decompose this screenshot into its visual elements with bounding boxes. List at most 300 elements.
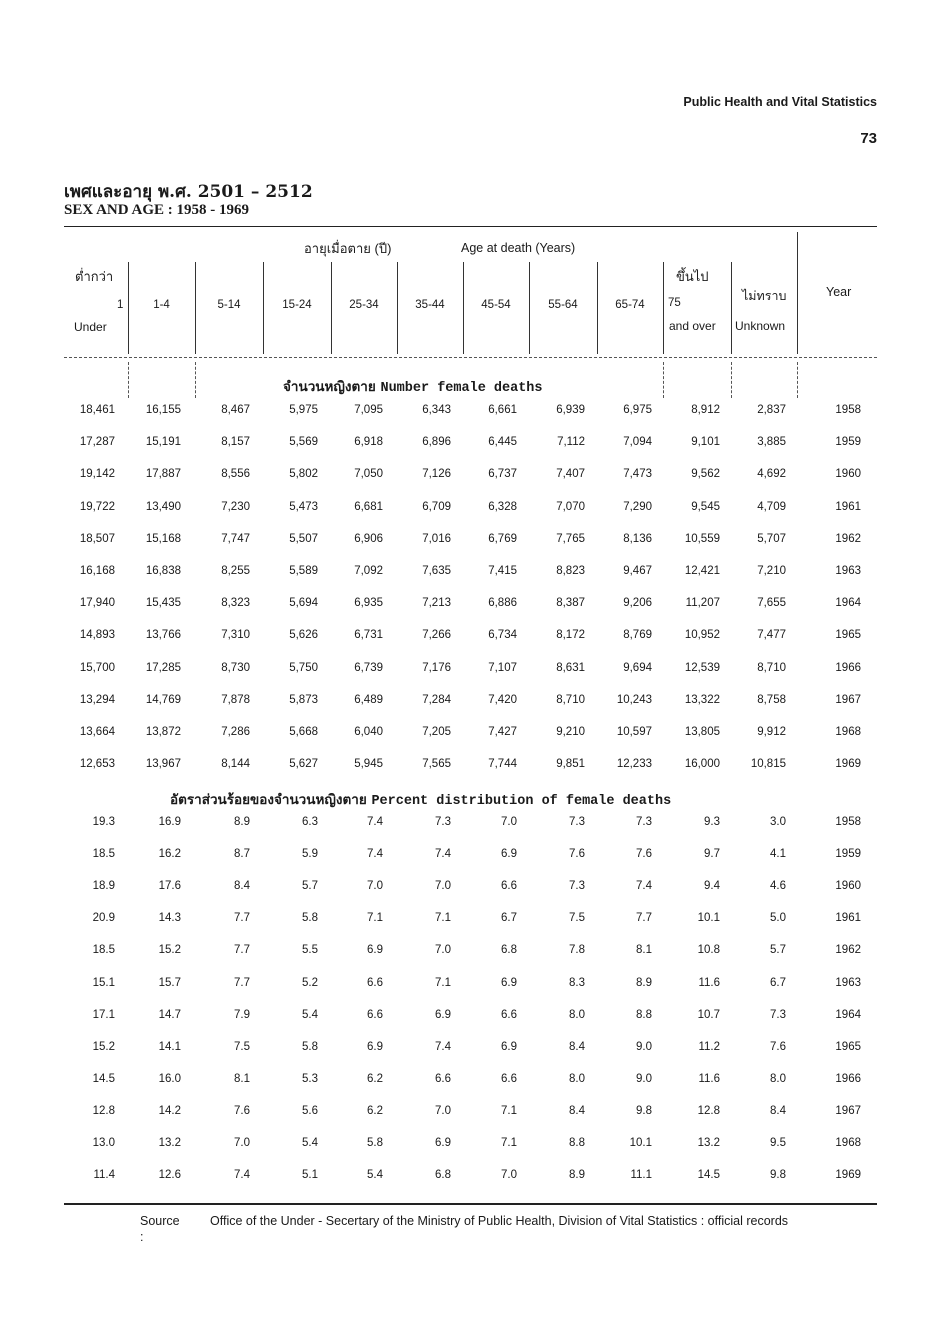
cell-age-1-4: 17,285 — [145, 661, 181, 674]
cell-unknown: 7,655 — [757, 597, 786, 610]
cell-age-55-64: 7,112 — [557, 436, 585, 449]
cell-age-5-14: 8,255 — [221, 565, 250, 577]
table-row — [0, 816, 941, 834]
table-row — [0, 1073, 941, 1091]
cell-year: 1969 — [835, 1169, 861, 1182]
table-row — [0, 1105, 941, 1123]
cell-age-45-54: 6,661 — [488, 404, 517, 416]
cell-age-35-44: 7.1 — [435, 976, 451, 989]
cell-age-25-34: 5.8 — [367, 1137, 383, 1149]
cell-year: 1964 — [835, 597, 861, 610]
cell-age-1-4: 13,490 — [145, 500, 181, 513]
cell-age-35-44: 6.9 — [435, 1008, 451, 1021]
cell-age-55-64: 8,710 — [556, 693, 585, 706]
cell-year: 1968 — [835, 726, 861, 738]
cell-under-1: 18.5 — [92, 848, 115, 861]
cell-age-45-54: 7.0 — [501, 1169, 517, 1182]
cell-year: 1964 — [835, 1008, 861, 1021]
cell-age-1-4: 14.7 — [158, 1008, 181, 1021]
col-unknown-english: Unknown — [735, 319, 786, 333]
table-row — [0, 436, 941, 454]
table-row — [0, 944, 941, 962]
cell-year: 1965 — [835, 1040, 861, 1053]
cell-age-45-54: 7,107 — [488, 661, 517, 674]
cell-age-75-over: 12,539 — [684, 661, 720, 674]
cell-year: 1961 — [835, 500, 861, 513]
cell-age-35-44: 7,016 — [422, 532, 451, 545]
cell-age-25-34: 6,040 — [354, 726, 383, 738]
cell-age-35-44: 7.4 — [435, 848, 451, 861]
cell-unknown: 8.4 — [770, 1104, 786, 1117]
cell-year: 1961 — [835, 912, 861, 925]
cell-unknown: 9.8 — [770, 1169, 786, 1182]
table-top-rule — [64, 226, 877, 227]
cell-age-15-24: 5.8 — [302, 1040, 318, 1053]
cell-age-15-24: 5.4 — [302, 1137, 318, 1149]
cell-age-25-34: 7,095 — [354, 404, 383, 416]
column-divider — [663, 262, 664, 354]
cell-age-15-24: 5,668 — [289, 726, 318, 738]
cell-age-65-74: 8.1 — [636, 944, 652, 957]
col-under-thai: ต่ำกว่า — [75, 269, 114, 284]
cell-year: 1958 — [835, 404, 861, 416]
cell-age-75-over: 12,421 — [684, 565, 720, 577]
cell-age-5-14: 7.7 — [234, 976, 250, 989]
cell-year: 1967 — [835, 693, 861, 706]
cell-age-45-54: 6.9 — [501, 976, 517, 989]
cell-age-55-64: 8,387 — [556, 597, 585, 610]
cell-age-45-54: 6.9 — [501, 1040, 517, 1053]
cell-age-75-over: 10.8 — [697, 944, 720, 957]
cell-age-35-44: 7,126 — [422, 468, 451, 481]
cell-age-15-24: 5,975 — [289, 404, 318, 416]
cell-year: 1968 — [835, 1137, 861, 1149]
cell-age-25-34: 7.1 — [367, 912, 383, 925]
cell-age-5-14: 8,157 — [221, 436, 250, 449]
cell-under-1: 13,294 — [79, 693, 115, 706]
cell-age-5-14: 7,878 — [221, 693, 250, 706]
cell-age-45-54: 6,734 — [488, 629, 517, 642]
cell-age-5-14: 7.0 — [234, 1137, 250, 1149]
cell-age-75-over: 9,545 — [691, 500, 720, 513]
cell-age-65-74: 7,473 — [623, 468, 652, 481]
cell-under-1: 15.2 — [92, 1040, 115, 1053]
cell-age-55-64: 8.4 — [569, 1104, 585, 1117]
cell-age-75-over: 10.1 — [697, 912, 720, 925]
cell-age-5-14: 8,730 — [221, 661, 250, 674]
cell-unknown: 7.6 — [770, 1040, 786, 1053]
table-row — [0, 1041, 941, 1059]
cell-age-75-over: 13,322 — [684, 693, 720, 706]
cell-age-15-24: 5.2 — [302, 976, 318, 989]
cell-age-5-14: 7,310 — [221, 629, 250, 642]
cell-age-5-14: 7.7 — [234, 912, 250, 925]
cell-age-15-24: 5.9 — [302, 848, 318, 861]
cell-age-65-74: 12,233 — [616, 758, 652, 771]
cell-age-75-over: 11.6 — [698, 1072, 720, 1085]
cell-age-65-74: 9,206 — [623, 597, 652, 610]
cell-unknown: 8,758 — [757, 693, 786, 706]
cell-age-5-14: 7,286 — [221, 726, 250, 738]
cell-age-1-4: 14.3 — [158, 912, 181, 925]
cell-age-35-44: 7,266 — [422, 629, 451, 642]
body-divider — [195, 362, 196, 398]
cell-under-1: 13.0 — [92, 1137, 115, 1149]
cell-age-15-24: 5,589 — [289, 565, 318, 577]
cell-under-1: 15.1 — [92, 976, 115, 989]
col-header-1-4: 1-4 — [153, 299, 170, 311]
cell-age-1-4: 14,769 — [145, 693, 181, 706]
cell-under-1: 15,700 — [79, 661, 115, 674]
cell-unknown: 7.3 — [770, 1008, 786, 1021]
cell-age-1-4: 13,967 — [145, 758, 181, 771]
cell-year: 1960 — [835, 880, 861, 893]
cell-age-55-64: 8.8 — [569, 1137, 585, 1149]
col-over-75: 75 — [668, 297, 681, 309]
section-percent-english: Percent distribution of female deaths — [371, 794, 672, 809]
section-title-percent — [170, 788, 671, 810]
table-row — [0, 758, 941, 776]
cell-age-5-14: 8.9 — [234, 816, 250, 828]
col-header-35-44: 35-44 — [415, 299, 445, 311]
cell-age-1-4: 13,766 — [145, 629, 181, 642]
cell-age-35-44: 6.9 — [435, 1137, 451, 1149]
cell-year: 1959 — [835, 848, 861, 861]
cell-age-45-54: 7,744 — [488, 758, 517, 771]
cell-age-35-44: 7,565 — [422, 758, 451, 771]
cell-age-1-4: 15,191 — [145, 436, 181, 449]
cell-unknown: 10,815 — [750, 758, 786, 771]
cell-age-45-54: 7,420 — [488, 693, 517, 706]
table-row — [0, 1137, 941, 1155]
cell-age-55-64: 6,939 — [556, 404, 585, 416]
cell-age-75-over: 14.5 — [697, 1169, 720, 1182]
cell-age-35-44: 7,213 — [422, 597, 451, 610]
cell-age-45-54: 6,445 — [488, 436, 517, 449]
cell-age-1-4: 16.2 — [158, 848, 181, 861]
cell-age-5-14: 7.6 — [234, 1104, 250, 1117]
cell-age-15-24: 5.7 — [302, 880, 318, 893]
cell-unknown: 4.6 — [770, 880, 786, 893]
cell-age-5-14: 8.1 — [234, 1072, 250, 1085]
table-row — [0, 662, 941, 680]
cell-age-75-over: 10.7 — [697, 1008, 720, 1021]
cell-age-55-64: 8,631 — [556, 661, 585, 674]
col-header-5-14: 5-14 — [217, 299, 241, 311]
cell-age-65-74: 10,597 — [616, 726, 652, 738]
source-label: Source : — [140, 1214, 180, 1244]
table-row — [0, 726, 941, 744]
cell-age-1-4: 17.6 — [158, 880, 181, 893]
cell-age-45-54: 6,769 — [488, 532, 517, 545]
column-divider — [731, 262, 732, 354]
cell-under-1: 11.4 — [93, 1169, 115, 1182]
cell-age-75-over: 11.6 — [698, 976, 720, 989]
cell-age-15-24: 5,569 — [289, 436, 318, 449]
cell-age-15-24: 5,626 — [289, 629, 318, 642]
cell-unknown: 5.7 — [770, 944, 786, 957]
cell-age-55-64: 7.3 — [569, 880, 585, 893]
cell-year: 1965 — [835, 629, 861, 642]
cell-age-25-34: 7.4 — [367, 848, 383, 861]
cell-age-65-74: 8,769 — [623, 629, 652, 642]
cell-unknown: 7,477 — [757, 629, 786, 642]
col-header-45-54: 45-54 — [481, 299, 511, 311]
cell-age-45-54: 7.1 — [501, 1104, 517, 1117]
cell-unknown: 7,210 — [757, 565, 786, 577]
cell-age-25-34: 6.9 — [367, 1040, 383, 1053]
cell-unknown: 4,709 — [757, 500, 786, 513]
cell-year: 1963 — [835, 976, 861, 989]
cell-age-35-44: 7.3 — [435, 816, 451, 828]
cell-age-65-74: 7.4 — [636, 880, 652, 893]
cell-age-65-74: 8.8 — [636, 1008, 652, 1021]
cell-unknown: 9,912 — [757, 726, 786, 738]
table-row — [0, 533, 941, 551]
cell-age-15-24: 5.8 — [302, 912, 318, 925]
cell-age-35-44: 7,176 — [422, 661, 451, 674]
cell-age-1-4: 15.7 — [158, 976, 181, 989]
cell-age-1-4: 14.1 — [158, 1040, 181, 1053]
cell-age-65-74: 7,290 — [623, 500, 652, 513]
cell-age-45-54: 6,886 — [488, 597, 517, 610]
cell-age-15-24: 5,473 — [289, 500, 318, 513]
cell-age-65-74: 7.3 — [636, 816, 652, 828]
cell-age-25-34: 6.9 — [367, 944, 383, 957]
cell-unknown: 4,692 — [757, 468, 786, 481]
section-percent-thai: อัตราส่วนร้อยของจำนวนหญิงตาย — [170, 792, 367, 808]
cell-age-65-74: 8,136 — [623, 532, 652, 545]
cell-year: 1963 — [835, 565, 861, 577]
cell-age-1-4: 13,872 — [145, 726, 181, 738]
cell-age-15-24: 5,873 — [289, 693, 318, 706]
cell-age-15-24: 5,750 — [289, 661, 318, 674]
age-header-english: Age at death (Years) — [461, 241, 576, 255]
cell-age-25-34: 7.4 — [367, 816, 383, 828]
cell-age-65-74: 7.7 — [636, 912, 652, 925]
cell-age-65-74: 7,094 — [623, 436, 652, 449]
cell-under-1: 12.8 — [92, 1104, 115, 1117]
cell-age-35-44: 6.6 — [435, 1072, 451, 1085]
cell-age-45-54: 7.1 — [501, 1137, 517, 1149]
cell-age-15-24: 5,507 — [289, 532, 318, 545]
cell-age-35-44: 7.1 — [435, 912, 451, 925]
cell-year: 1962 — [835, 944, 861, 957]
cell-age-15-24: 5.4 — [302, 1008, 318, 1021]
table-row — [0, 694, 941, 712]
cell-age-1-4: 16.0 — [158, 1072, 181, 1085]
cell-under-1: 14,893 — [79, 629, 115, 642]
cell-age-15-24: 5.1 — [302, 1169, 318, 1182]
cell-under-1: 18,461 — [79, 404, 115, 416]
section-title-numbers — [283, 375, 543, 397]
cell-age-25-34: 6,731 — [354, 629, 383, 642]
cell-age-15-24: 5,694 — [289, 597, 318, 610]
cell-age-45-54: 6.6 — [501, 880, 517, 893]
cell-age-45-54: 6,328 — [488, 500, 517, 513]
cell-year: 1958 — [835, 816, 861, 828]
cell-age-1-4: 16.9 — [158, 816, 181, 828]
cell-under-1: 18.9 — [92, 880, 115, 893]
cell-under-1: 19.3 — [92, 816, 115, 828]
cell-age-1-4: 15,168 — [145, 532, 181, 545]
cell-age-15-24: 5,627 — [289, 758, 318, 771]
cell-age-5-14: 8,323 — [221, 597, 250, 610]
cell-age-35-44: 6.8 — [435, 1169, 451, 1182]
cell-age-25-34: 6.6 — [367, 1008, 383, 1021]
body-divider — [797, 362, 798, 398]
cell-age-45-54: 6.6 — [501, 1008, 517, 1021]
cell-age-75-over: 9.7 — [704, 848, 720, 861]
cell-age-45-54: 7.0 — [501, 816, 517, 828]
cell-unknown: 3.0 — [770, 816, 786, 828]
col-unknown-thai: ไม่ทราบ — [742, 289, 787, 303]
page-number: 73 — [860, 130, 877, 147]
cell-age-5-14: 8.4 — [234, 880, 250, 893]
cell-age-15-24: 5.3 — [302, 1072, 318, 1085]
cell-unknown: 2,837 — [757, 404, 786, 416]
cell-age-25-34: 7,050 — [354, 468, 383, 481]
cell-unknown: 8.0 — [770, 1072, 786, 1085]
cell-age-55-64: 7.8 — [569, 944, 585, 957]
cell-age-65-74: 10,243 — [616, 693, 652, 706]
cell-age-1-4: 17,887 — [145, 468, 181, 481]
cell-age-55-64: 8.9 — [569, 1169, 585, 1182]
cell-age-55-64: 9,210 — [556, 726, 585, 738]
table-row — [0, 848, 941, 866]
cell-age-55-64: 7,407 — [556, 468, 585, 481]
cell-age-35-44: 7.4 — [435, 1040, 451, 1053]
cell-age-35-44: 6,709 — [422, 500, 451, 513]
col-header-25-34: 25-34 — [349, 299, 379, 311]
table-row — [0, 977, 941, 995]
cell-age-25-34: 6.2 — [367, 1072, 383, 1085]
table-bottom-rule — [64, 1203, 877, 1205]
cell-age-65-74: 6,975 — [623, 404, 652, 416]
cell-age-75-over: 13.2 — [697, 1137, 720, 1149]
table-row — [0, 912, 941, 930]
cell-age-25-34: 6,739 — [354, 661, 383, 674]
cell-age-1-4: 16,838 — [145, 565, 181, 577]
cell-age-45-54: 6.8 — [501, 944, 517, 957]
table-row — [0, 880, 941, 898]
table-row — [0, 1169, 941, 1187]
cell-under-1: 19,142 — [79, 468, 115, 481]
cell-under-1: 14.5 — [92, 1072, 115, 1085]
cell-age-75-over: 10,559 — [684, 532, 720, 545]
cell-age-25-34: 6,918 — [354, 436, 383, 449]
table-title-english: SEX AND AGE : 1958 - 1969 — [64, 202, 250, 218]
table-row — [0, 501, 941, 519]
col-under-english: Under — [74, 320, 107, 334]
cell-age-65-74: 9.0 — [636, 1072, 652, 1085]
cell-age-35-44: 7.0 — [435, 1104, 451, 1117]
cell-age-45-54: 7,427 — [488, 726, 517, 738]
cell-age-1-4: 14.2 — [158, 1104, 181, 1117]
table-title-thai: เพศและอายุ พ.ศ. 2501 – 2512 — [64, 182, 313, 202]
cell-age-25-34: 5.4 — [367, 1169, 383, 1182]
section-numbers-thai: จำนวนหญิงตาย — [283, 379, 376, 395]
cell-age-75-over: 9.3 — [704, 816, 720, 828]
cell-age-25-34: 6.6 — [367, 976, 383, 989]
cell-age-65-74: 9,694 — [623, 661, 652, 674]
header-bottom-rule — [64, 357, 877, 358]
cell-age-5-14: 7,230 — [221, 500, 250, 513]
cell-age-45-54: 7,415 — [488, 565, 517, 577]
table-row — [0, 597, 941, 615]
cell-age-5-14: 8,144 — [221, 758, 250, 771]
cell-age-5-14: 8.7 — [234, 848, 250, 861]
cell-age-75-over: 13,805 — [684, 726, 720, 738]
cell-age-5-14: 7,747 — [221, 532, 250, 545]
cell-under-1: 17,940 — [79, 597, 115, 610]
column-divider — [797, 232, 798, 354]
cell-age-45-54: 6,737 — [488, 468, 517, 481]
cell-year: 1967 — [835, 1104, 861, 1117]
cell-under-1: 19,722 — [79, 500, 115, 513]
cell-unknown: 3,885 — [757, 436, 786, 449]
cell-age-45-54: 6.6 — [501, 1072, 517, 1085]
cell-age-35-44: 7.0 — [435, 944, 451, 957]
cell-age-45-54: 6.7 — [501, 912, 517, 925]
cell-age-15-24: 5.6 — [302, 1104, 318, 1117]
cell-unknown: 4.1 — [770, 848, 786, 861]
cell-age-25-34: 7.0 — [367, 880, 383, 893]
cell-unknown: 5,707 — [757, 532, 786, 545]
cell-age-35-44: 7,205 — [422, 726, 451, 738]
cell-age-1-4: 13.2 — [158, 1137, 181, 1149]
cell-age-75-over: 9.4 — [704, 880, 720, 893]
cell-unknown: 8,710 — [757, 661, 786, 674]
table-row — [0, 1009, 941, 1027]
cell-age-35-44: 7,635 — [422, 565, 451, 577]
cell-age-5-14: 7.9 — [234, 1008, 250, 1021]
cell-age-25-34: 6,906 — [354, 532, 383, 545]
cell-age-1-4: 16,155 — [145, 404, 181, 416]
cell-age-65-74: 11.1 — [630, 1169, 652, 1182]
cell-age-65-74: 7.6 — [636, 848, 652, 861]
cell-under-1: 13,664 — [79, 726, 115, 738]
cell-age-75-over: 10,952 — [684, 629, 720, 642]
col-over-thai: ขึ้นไป — [676, 269, 709, 284]
cell-age-75-over: 11.2 — [698, 1040, 720, 1053]
cell-age-65-74: 8.9 — [636, 976, 652, 989]
cell-age-15-24: 5,802 — [289, 468, 318, 481]
body-divider — [128, 362, 129, 398]
cell-age-55-64: 7,070 — [556, 500, 585, 513]
cell-unknown: 6.7 — [770, 976, 786, 989]
cell-age-55-64: 7,765 — [556, 532, 585, 545]
col-header-55-64: 55-64 — [548, 299, 578, 311]
cell-age-1-4: 15.2 — [158, 944, 181, 957]
cell-age-25-34: 5,945 — [354, 758, 383, 771]
cell-age-55-64: 8,823 — [556, 565, 585, 577]
cell-age-5-14: 7.5 — [234, 1040, 250, 1053]
table-row — [0, 629, 941, 647]
cell-under-1: 17.1 — [92, 1008, 115, 1021]
source-text: Office of the Under - Secertary of the Ministry of Public Health, Division of Vital Statistics : official records — [210, 1214, 789, 1228]
cell-age-55-64: 8.4 — [569, 1040, 585, 1053]
section-numbers-english: Number female deaths — [380, 381, 543, 396]
cell-under-1: 20.9 — [92, 912, 115, 925]
cell-age-35-44: 6,343 — [422, 404, 451, 416]
cell-year: 1959 — [835, 436, 861, 449]
running-title: Public Health and Vital Statistics — [683, 95, 877, 109]
age-header-thai: อายุเมื่อตาย (ปี) — [304, 241, 392, 256]
cell-age-1-4: 12.6 — [158, 1169, 181, 1182]
body-divider — [663, 362, 664, 398]
cell-under-1: 17,287 — [79, 436, 115, 449]
